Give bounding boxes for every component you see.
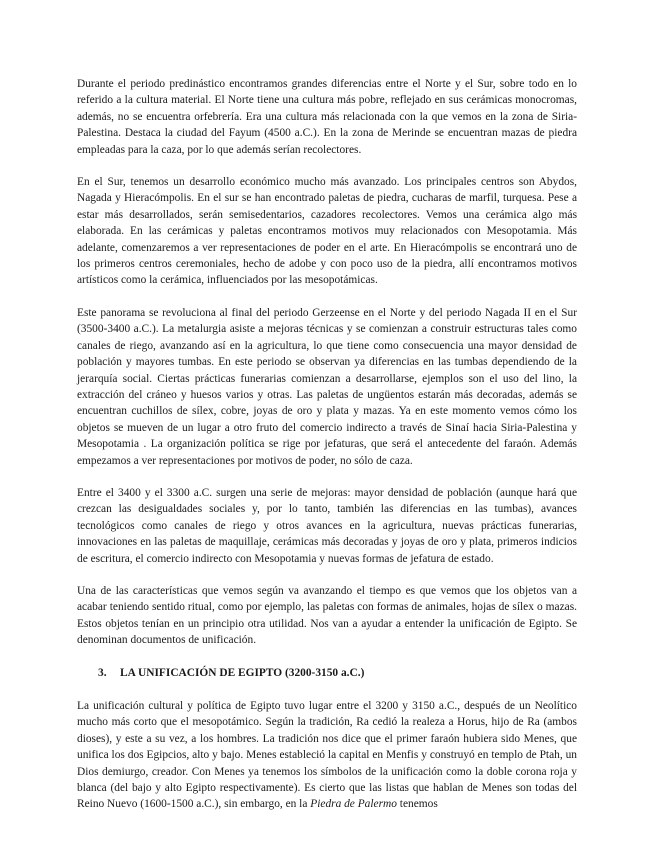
- paragraph-predynastic-north: Durante el periodo predinástico encontramos grandes diferencias entre el Norte y el Sur, sobre todo en lo referido a la cultura material. El Norte tiene una cultura más pobre, reflejado en sus cerámicas monocromas, además, no se encuentra orfebrería. Era una cultura más relacionada con la que vemos en la zona de Siria-Palestina. Destaca la ciudad del Fayum (4500 a.C.). En la zona de Merinde se encuentran mazas de piedra empleadas para la caza, por lo que además serían recolectores.: [77, 78, 577, 156]
- paragraph-unification-tail: tenemos: [396, 798, 438, 811]
- paragraph-predynastic-south: En el Sur, tenemos un desarrollo económico mucho más avanzado. Los principales centros son Abydos, Nagada y Hieracómpolis. En el sur se han encontrado paletas de piedra, cucharas de marfil, turquesa. Pese a estar más desarrollados, serán semisedentarios, cazadores recolectores. Vemos una cerámica algo más elaborada. En las cerámicas y paletas encontramos motivos muy relacionados con Mesopotamia. Más adelante, comenzaremos a ver representaciones de poder en el arte. En Hieracómpolis se encontrará uno de los primeros centros ceremoniales, hecho de adobe y con poco uso de la piedra, allí encontramos motivos artísticos como la cerámica, influenciados por las mesopotámicas.: [77, 176, 577, 287]
- section-title: LA UNIFICACIÓN DE EGIPTO (3200-3150 a.C.): [120, 666, 365, 679]
- paragraph-gerzean-nagada: Este panorama se revoluciona al final del periodo Gerzeense en el Norte y del periodo Nagada II en el Sur (3500-3400 a.C.). La metalurgia asiste a mejoras técnicas y se comienzan a construir estructuras tales como canales de riego, avanzando así en la agricultura, lo que tiene como consecuencia una mayor densidad de población y mayores tumbas. En este periodo se observan ya diferencias en las tumbas dependiendo de la jerarquía social. Ciertas prácticas funerarias comienzan a desarrollarse, ejemplos son el uso del lino, la extracción del cráneo y huesos varios y otras. Las paletas de ungüentos estarán más decoradas, además se encuentran cuchillos de sílex, cobre, joyas de oro y plata y mazas. Ya en este momento vemos cómo los objetos se mueven de un lugar a otro fruto del comercio indirecto a través de Sinaí hacia Siria-Palestina y Mesopotamia . La organización política se rige por jefaturas, que será el antecedente del faraón. Además empezamos a ver representaciones por motivos de poder, no sólo de caza.: [77, 306, 577, 467]
- section-heading: [77, 665, 577, 681]
- paragraph-ritual-objects: Una de las características que vemos según va avanzando el tiempo es que vemos que los objetos van a acabar teniendo sentido ritual, como por ejemplo, las paletas con formas de animales, hojas de sílex o mazas. Estos objetos tenían en un principio otra utilidad. Nos van a ayudar a entender la unificación de Egipto. Se denominan documentos de unificación.: [77, 584, 577, 647]
- palermo-stone-title: Piedra de Palermo: [310, 798, 397, 811]
- section-number: 3.: [98, 666, 107, 679]
- paragraph-unification-text: La unificación cultural y política de Egipto tuvo lugar entre el 3200 y 3150 a.C., después de un Neolítico mucho más corto que el mesopotámico. Según la tradición, Ra cedió la realeza a Horus, hijo de Ra (ambos dioses), y este a su vez, a los hombres. La tradición nos dice que el primer faraón hubiera sido Menes, que unifica los dos Egipcios, alto y bajo. Menes estableció la capital en Menfis y construyó en templo de Ptah, un Dios demiurgo, creador. Con Menes ya tenemos los símbolos de la unificación como la doble corona roja y blanca (del bajo y alto Egipto respectivamente). Es cierto que las listas que hablan de Menes son todas del Reino Nuevo (1600-1500 a.C.), sin embargo, en la: [77, 700, 577, 811]
- document-page: [77, 76, 577, 829]
- paragraph-improvements: Entre el 3400 y el 3300 a.C. surgen una serie de mejoras: mayor densidad de población (aunque hará que crezcan las desigualdades sociales y, por lo tanto, también las diferencias en las tumbas), avances tecnológicos como canales de riego y otros avances en la agricultura, nuevas prácticas funerarias, innovaciones en las paletas de maquillaje, cerámicas más decoradas y joyas de oro y plata, primeros indicios de escritura, el comercio indirecto con Mesopotamia y nuevas formas de jefatura de estado.: [77, 486, 577, 565]
- paragraph-unification: [77, 698, 577, 813]
